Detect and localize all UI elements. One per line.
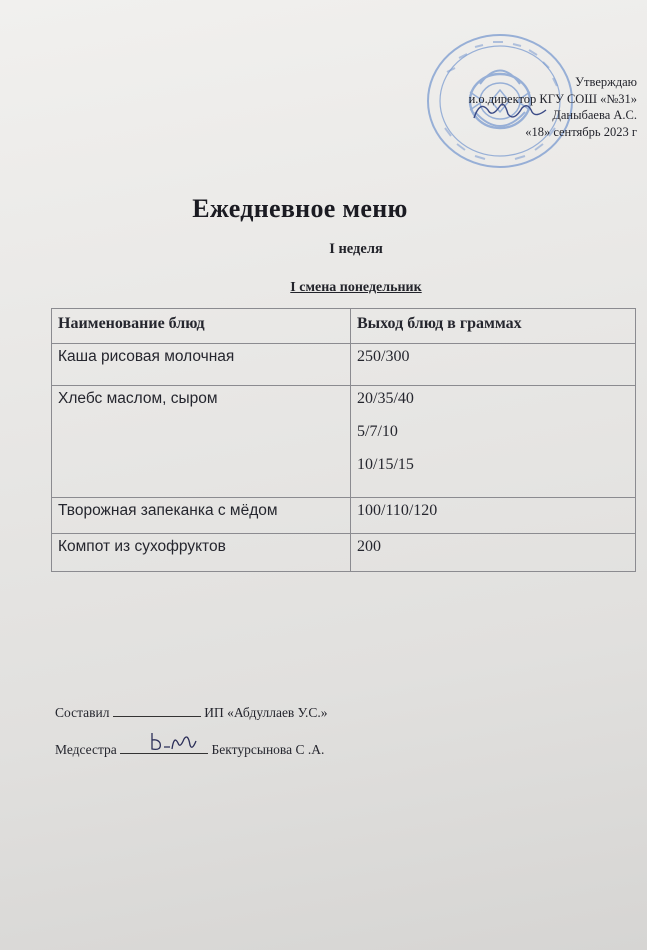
header-dish-name: Наименование блюд: [52, 309, 351, 344]
compiled-label: Составил: [55, 705, 110, 720]
director-signature: [470, 96, 550, 126]
header-portion-weight: Выход блюд в граммах: [351, 309, 636, 344]
dish-name: Хлебс маслом, сыром: [52, 386, 351, 498]
approval-position: и.о.директор КГУ СОШ «№31»: [468, 91, 637, 106]
approval-title: Утверждаю: [575, 75, 637, 89]
dish-weight: [351, 344, 636, 386]
table-header-row: [52, 309, 636, 344]
weight-value: 20/35/40: [357, 390, 414, 407]
menu-table: [51, 308, 636, 572]
dish-name: Каша рисовая молочная: [52, 344, 351, 386]
table-row: [52, 498, 636, 534]
page-title: Ежедневное меню: [192, 194, 408, 223]
dish-weight: [351, 498, 636, 534]
weight-value: 200: [357, 538, 381, 555]
approval-date: «18» сентябрь 2023 г: [525, 124, 637, 139]
dish-weight: [351, 534, 636, 572]
table-row: [52, 534, 636, 572]
dish-name: Творожная запеканка с мёдом: [52, 498, 351, 534]
weight-value: 250/300: [357, 348, 410, 365]
nurse-signature: [148, 729, 198, 755]
week-label: I неделя: [329, 241, 383, 257]
weight-value: 100/110/120: [357, 502, 438, 519]
table-row: [52, 344, 636, 386]
dish-weight: [351, 386, 636, 498]
dish-name: Компот из сухофруктов: [52, 534, 351, 572]
compiled-signature-line: [113, 716, 201, 717]
approval-name: Даныбаева А.С.: [552, 108, 637, 122]
shift-day-label: I смена понедельник: [290, 280, 422, 295]
compiled-by-line: [55, 705, 328, 721]
weight-value: 5/7/10: [357, 423, 398, 440]
nurse-name: Бектурсынова С .А.: [211, 742, 325, 757]
table-row: [52, 386, 636, 498]
weight-value: 10/15/15: [357, 456, 414, 473]
compiled-by-name: ИП «Абдуллаев У.С.»: [204, 705, 328, 720]
nurse-label: Медсестра: [55, 742, 117, 757]
